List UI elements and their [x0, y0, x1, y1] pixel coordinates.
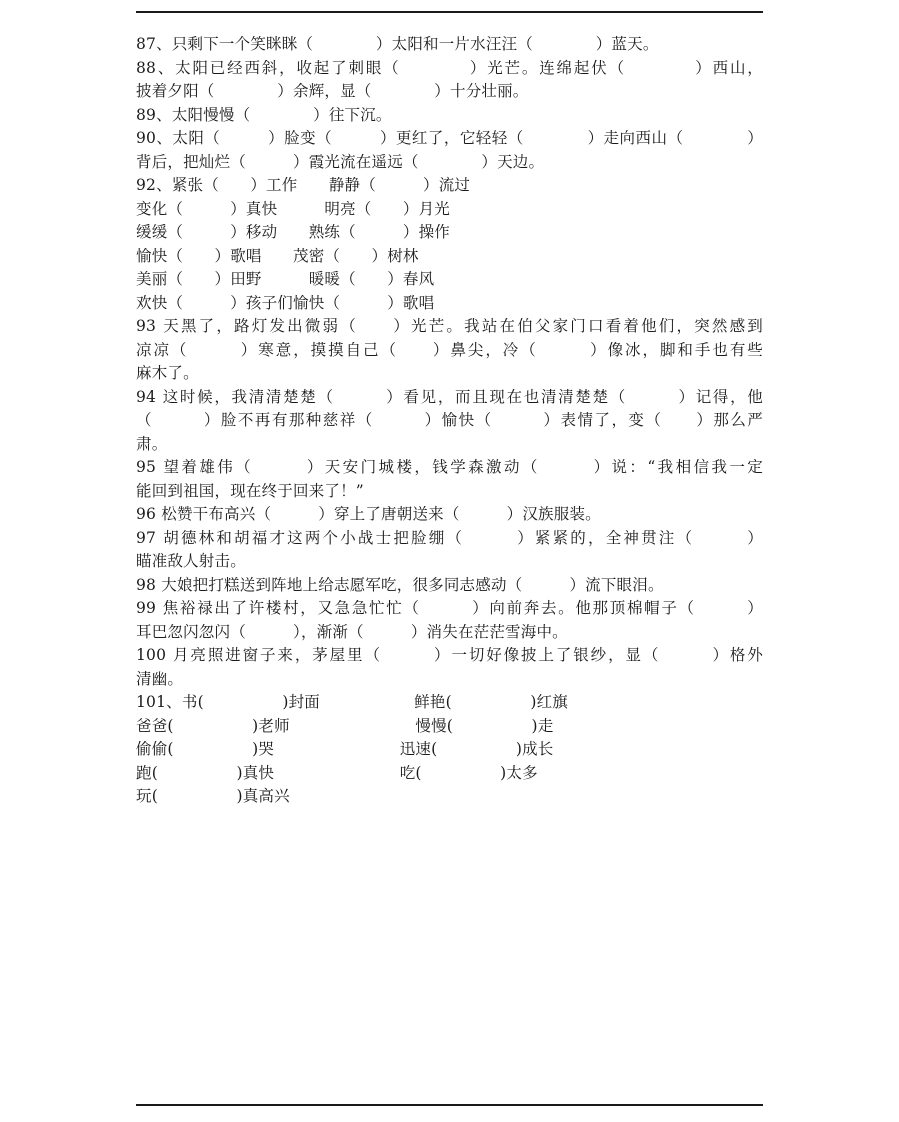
line-100a: 100 月亮照进窗子来，茅屋里（ ）一切好像披上了银纱，显（ ）格外 — [136, 646, 763, 664]
line-92c: 缓缓（ ）移动 熟练（ ）操作 — [136, 223, 451, 241]
top-rule — [136, 11, 763, 13]
line-95b: 能回到祖国，现在终于回来了！” — [136, 481, 364, 500]
line-101c: 偷偷( )哭 迅速( )成长 — [136, 740, 554, 758]
line-94b: （ ）脸不再有那种慈祥（ ）愉快（ ）表情了，变（ ）那么严 — [136, 411, 763, 429]
line-100b: 清幽。 — [136, 669, 184, 688]
line-94c: 肃。 — [136, 434, 168, 453]
line-101a: 101、书( )封面 鲜艳( )红旗 — [136, 693, 568, 711]
document-body — [136, 33, 763, 809]
line-101d: 跑( )真快 吃( )太多 — [136, 763, 538, 782]
line-93b: 凉凉（ ）寒意，摸摸自己（ ）鼻尖，冷（ ）像冰，脚和手也有些 — [136, 340, 763, 359]
line-97b: 瞄准敌人射击。 — [136, 552, 246, 570]
line-94a: 94 这时候，我清清楚楚（ ）看见，而且现在也清清楚楚（ ）记得，他 — [136, 387, 763, 406]
line-93a: 93 天黑了，路灯发出微弱（ ）光芒。我站在伯父家门口看着他们，突然感到 — [136, 317, 763, 335]
line-101b: 爸爸( )老师 慢慢( )走 — [136, 716, 554, 735]
line-101e: 玩( )真高兴 — [136, 787, 290, 805]
line-90b: 背后，把灿烂（ ）霞光流在遥远（ ）天边。 — [136, 152, 545, 171]
line-98: 98 大娘把打糕送到阵地上给志愿军吃，很多同志感动（ ）流下眼泪。 — [136, 575, 664, 594]
line-87: 87、只剩下一个笑眯眯（ ）太阳和一片水汪汪（ ）蓝天。 — [136, 35, 659, 53]
line-93c: 麻木了。 — [136, 364, 199, 382]
line-88a: 88、太阳已经西斜，收起了刺眼（ ）光芒。连绵起伏（ ）西山， — [136, 58, 763, 77]
line-99b: 耳巴忽闪忽闪（ ），渐渐（ ）消失在茫茫雪海中。 — [136, 622, 568, 641]
line-88b: 披着夕阳（ ）余辉，显（ ）十分壮丽。 — [136, 82, 529, 100]
line-92f: 欢快（ ）孩子们愉快（ ）歌唱 — [136, 293, 435, 312]
line-89: 89、太阳慢慢（ ）往下沉。 — [136, 105, 392, 124]
line-99a: 99 焦裕禄出了许楼村，又急急忙忙（ ）向前奔去。他那顶棉帽子（ ） — [136, 599, 763, 617]
line-92a: 92、紧张（ ）工作 静静（ ）流过 — [136, 176, 471, 194]
line-97a: 97 胡德林和胡福才这两个小战士把脸绷（ ）紧紧的，全神贯注（ ） — [136, 528, 763, 547]
line-96: 96 松赞干布高兴（ ）穿上了唐朝送来（ ）汉族服装。 — [136, 505, 601, 523]
line-92b: 变化（ ）真快 明亮（ ）月光 — [136, 199, 451, 218]
line-90a: 90、太阳（ ）脸变（ ）更红了，它轻轻（ ）走向西山（ ） — [136, 129, 763, 147]
line-92d: 愉快（ ）歌唱 茂密（ ）树林 — [136, 246, 419, 265]
bottom-rule — [136, 1104, 763, 1106]
line-92e: 美丽（ ）田野 暖暖（ ）春风 — [136, 270, 435, 288]
line-95a: 95 望着雄伟（ ）天安门城楼，钱学森激动（ ）说：“我相信我一定 — [136, 458, 763, 476]
